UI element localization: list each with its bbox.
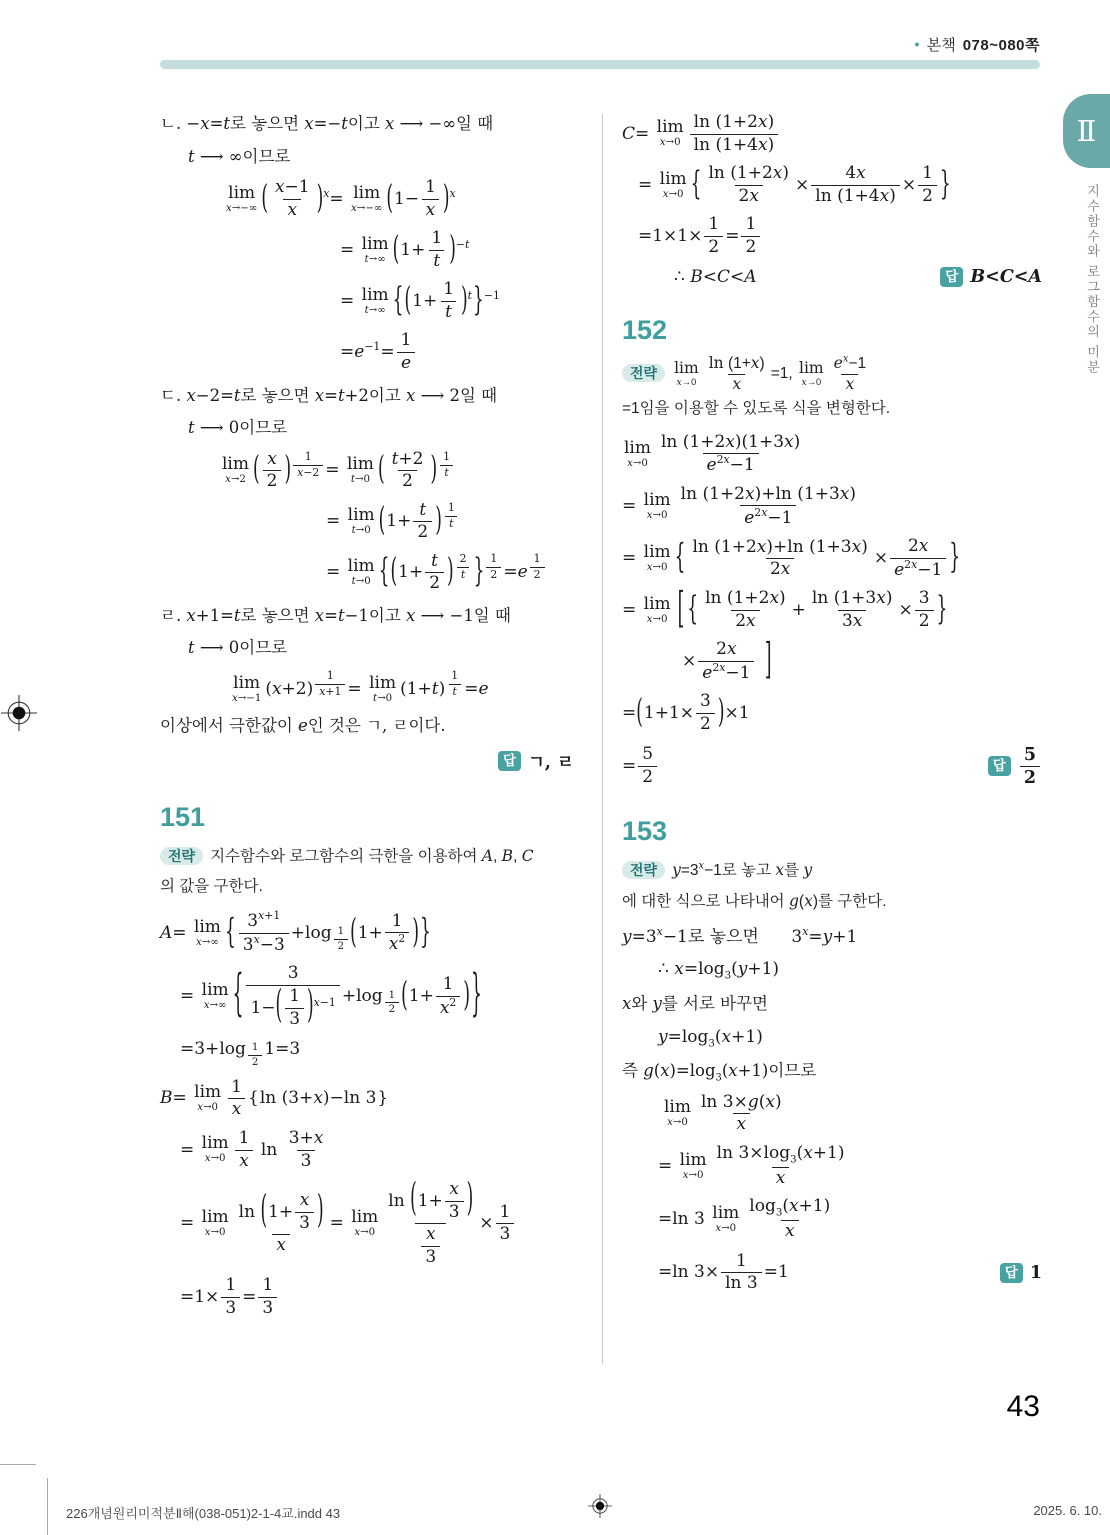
math-line: = lim x→0 { $\frac{\ln (1+2x)+\ln (1+3x)}{2x}$ × $\frac{2x}{e^{2x}-1}$ } [622, 536, 961, 580]
problem-number: 153 [622, 815, 668, 846]
math-line: = lim x→0 $\frac{1}{x}$ ln $\frac{3+x}{3}$ [180, 1127, 324, 1171]
math-line: =3+log $_{\frac{1}{2}}$ 1=3 [180, 1039, 301, 1069]
strategy-paragraph: 전략 지수함수와 로그함수의 극한을 이용하여 A, B, C의 값을 구한다. [160, 846, 534, 895]
answer-lead: ∴ B<C<A [674, 267, 757, 288]
right-column [622, 104, 1042, 1304]
column-divider [602, 114, 603, 1364]
solution-text-line: 이상에서 극한값이 e인 것은 ㄱ, ㄹ이다. [160, 716, 446, 736]
answer-row [622, 1252, 1042, 1294]
math-line: = lim x→0 ln ( 1+ $\frac{x}{3}$ ) x = lim x→0 ln ( 1+ $\frac{x}{3}$ ) $\frac{x}{3}$ × $\frac{1}{3}$ [160, 1180, 574, 1267]
answer-lead: =ln 3× $\frac{1}{\ln 3}$ =1 [658, 1250, 789, 1294]
answer-lead: = $\frac{5}{2}$ [622, 745, 988, 787]
math-line: × $\frac{2x}{e^{2x}-1}$ ] [682, 635, 772, 686]
crop-mark [47, 1478, 48, 1535]
solution-text-line: t ⟶ ∞이므로 [188, 146, 291, 166]
footer-filename: 226개념원리미적분Ⅱ해(038-051)2-1-4교.indd 43 [66, 1506, 341, 1521]
math-line: =1×1× $\frac{1}{2}$ = $\frac{1}{2}$ [622, 215, 1042, 257]
answer-badge: 답 [988, 756, 1011, 776]
answer-badge: 답 [498, 751, 521, 771]
header-rule [160, 60, 1040, 69]
solution-text-line: t ⟶ 0이므로 [188, 638, 288, 658]
math-line: lim x→−1 (x+2) $^{\frac{1}{x+1}}$ = lim t→0 (1+t) $^{\frac{1}{t}}$ =e [232, 669, 489, 704]
math-line: $y=\log_3(x+1)$ [658, 1026, 763, 1050]
problem-number: 151 [160, 801, 206, 832]
math-line: =ln 3 lim x→0 $\frac{\log_3(x+1)}{x}$ [658, 1196, 831, 1242]
left-column [160, 104, 574, 1327]
math-line: = lim x→0 { $\frac{\ln (1+2x)}{2x}$ × $\frac{4x}{\ln (1+4x)}$ × $\frac{1}{2}$ } [638, 163, 951, 206]
math-line: ∴ $x=\log_3(y+1)$ [658, 959, 780, 982]
math-line: = lim x→0 $\frac{\ln (1+2x)+\ln (1+3x)}{e^{2x}-1}$ [622, 483, 856, 528]
solution-text-line: ㄴ. −x=t로 놓으면 x=−t이고 x ⟶ −∞일 때 [160, 114, 494, 133]
header-label: 본책 [926, 37, 956, 54]
strategy-badge: 전략 [622, 861, 665, 879]
strategy-paragraph: 전략 $y=3^x-1$로 놓고 x를 y에 대한 식으로 나타내어 g(x)를 구한다. [622, 860, 887, 911]
math-line: lim x→0 $\frac{\ln (1+2x)(1+3x)}{e^{2x}-1}$ [624, 431, 801, 476]
math-line: lim x→−∞ ( $\frac{x-1}{x}$ ) $^x$= lim x→−∞ ( 1− $\frac{1}{x}$ ) $^x$ [226, 177, 456, 220]
answer-badge: 답 [1000, 1263, 1023, 1283]
solution-text-line: ㄹ. x+1=t로 놓으면 x=t−1이고 x ⟶ −1일 때 [160, 605, 511, 625]
math-line: $y=3^x-1$로 놓으면 $3^x=y+1$ [622, 925, 858, 948]
answer-value: B<C<A [970, 267, 1042, 288]
math-line: B= lim x→0 $\frac{1}{x}$ { ln (3+x)−ln 3 } [160, 1076, 389, 1120]
math-line: =1× $\frac{1}{3}$ = $\frac{1}{3}$ [160, 1276, 574, 1318]
strategy-paragraph: 전략 lim x→0 $\frac{\ln (1+x)}{x}$ =1, lim x→0 $\frac{e^x-1}{x}$ =1임을 이용할 수 있도록 식을 변형한다. [622, 353, 891, 417]
strategy-badge: 전략 [622, 364, 665, 382]
problem-number: 152 [622, 315, 668, 346]
math-line: A= lim x→∞ { $\frac{3^{x+1}}{3^x-3}$ +log $_{\frac{1}{2}}$ ( 1+ $\frac{1}{x^2}$ ) } [160, 909, 431, 955]
answer-row [622, 745, 1042, 788]
header [914, 34, 1040, 55]
solution-text-line: 즉 $g(x)=\log_3(x+1)$이므로 [622, 1061, 817, 1084]
bullet-icon: ● [914, 39, 920, 49]
registration-mark-icon [588, 1494, 612, 1518]
math-line: = lim t→0 { ( 1+ $\frac{t}{2}$ ) $^{\frac{2}{t}}$ } $^{\frac{1}{2}}$ =e $^{\frac{1}{2}}$ [160, 552, 574, 594]
chapter-title: 지수함수와 로그함수의 미분 [1085, 184, 1100, 376]
math-line: = lim t→∞ ( 1+ $\frac{1}{t}$ ) $^{-t}$ [340, 228, 470, 271]
solution-text-line: t ⟶ 0이므로 [188, 418, 288, 438]
answer-row [622, 267, 1042, 287]
math-line: = lim x→0 [ { $\frac{\ln (1+2x)}{2x}$ + $\frac{\ln (1+3x)}{3x}$ × $\frac{3}{2}$ } [622, 584, 948, 635]
registration-mark-icon [1, 695, 37, 731]
answer-value: 1 [1029, 1262, 1042, 1283]
answer-value: $\frac{5}{2}$ [1018, 745, 1042, 788]
solution-text-line: ㄷ. x−2=t로 놓으면 x=t+2이고 x ⟶ 2일 때 [160, 385, 498, 405]
math-line: C= lim x→0 $\frac{\ln (1+2x)}{\ln (1+4x)}$ [622, 113, 1042, 155]
math-line: = lim x→∞ { 3 1− ( $\frac{1}{3}$ ) $^{x-1}$ +log $_{\frac{1}{2}}$ ( 1+ $\frac{1}{x^2}$ ) } [180, 963, 482, 1029]
math-line: = lim x→0 $\frac{\ln 3\times\log_3(x+1)}{x}$ [658, 1142, 845, 1188]
header-page-range: 078~080쪽 [962, 37, 1040, 54]
answer-row [160, 749, 574, 774]
answer-badge: 답 [940, 267, 963, 287]
solution-text-line: x와 y를 서로 바꾸면 [622, 993, 768, 1013]
strategy-badge: 전략 [160, 847, 203, 865]
footer-date: 2025. 6. 10. [1033, 1503, 1102, 1518]
crop-mark [0, 1464, 36, 1465]
math-line: lim x→0 $\frac{\ln 3\times g(x)}{x}$ [664, 1091, 782, 1135]
answer-value: ㄱ, ㄹ [528, 752, 574, 773]
math-line: lim x→2 ( $\frac{x}{2}$ ) $^{\frac{1}{x-2}}$ = lim t→0 ( $\frac{t+2}{2}$ ) $^{\frac{1}{t}}$ [160, 450, 574, 492]
math-line: = ( 1+1× $\frac{3}{2}$ ) ×1 [622, 691, 750, 735]
math-line: = lim t→∞ { ( 1+ $\frac{1}{t}$ ) $^t$ } $^{-1}$ [340, 279, 500, 322]
math-line: $=e^{-1}=$ $\frac{1}{e}$ [160, 331, 574, 373]
math-line: = lim t→0 ( 1+ $\frac{t}{2}$ ) $^{\frac{1}{t}}$ [160, 501, 574, 543]
page-number: 43 [1006, 1390, 1040, 1423]
chapter-tab: Ⅱ [1063, 94, 1110, 168]
